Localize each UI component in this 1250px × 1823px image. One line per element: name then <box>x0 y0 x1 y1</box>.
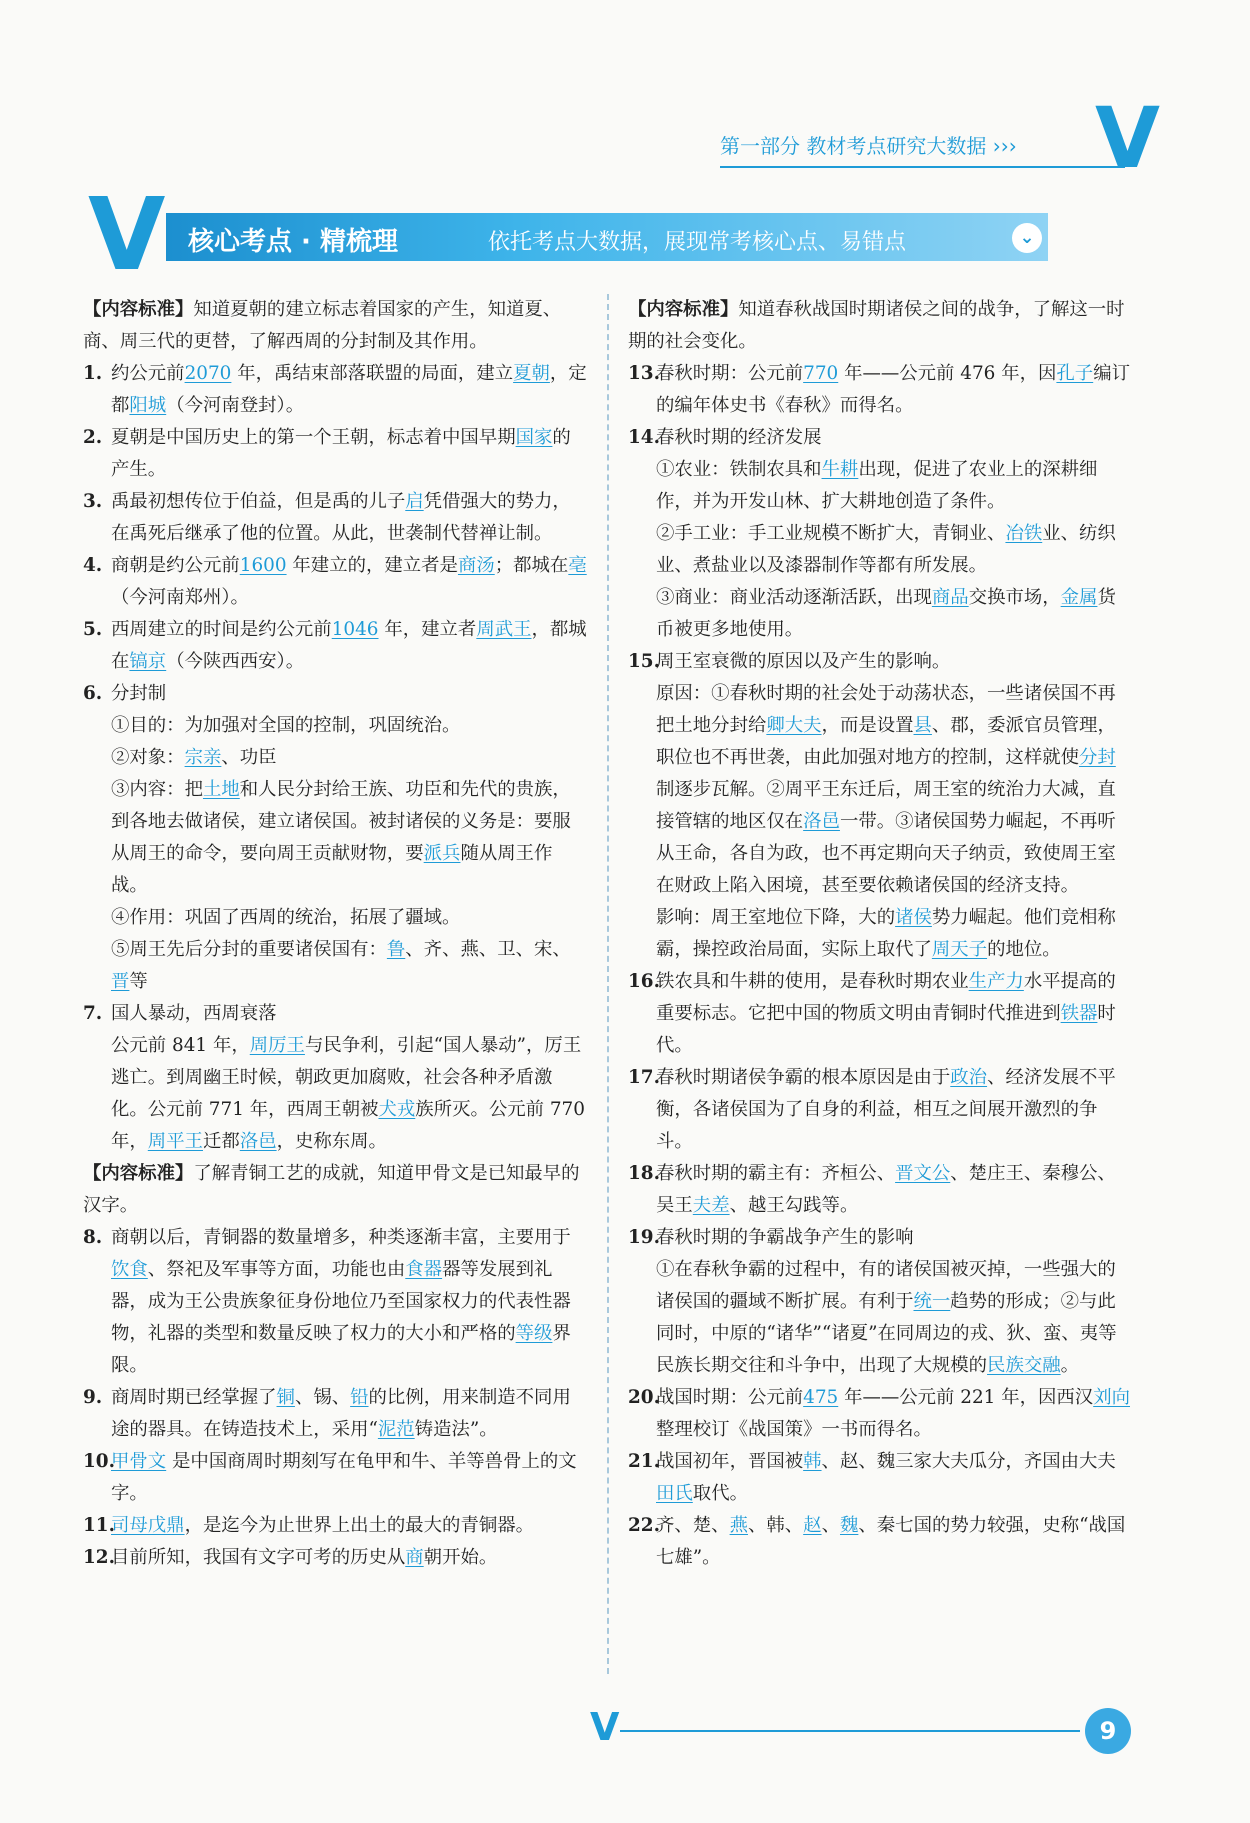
header-text: 第一部分 教材考点研究大数据 ››› <box>720 134 1017 158</box>
chevron-down-icon[interactable]: ⌄ <box>1012 223 1042 253</box>
header-logo-icon: V <box>1095 89 1161 187</box>
list-subitem: 影响：周王室地位下降，大的诸侯势力崛起。他们竞相称霸，操控政治局面，实际上取代了周天子的地位。 <box>656 907 1116 960</box>
list-item: 19. 春秋时期的争霸战争产生的影响 <box>628 1227 914 1248</box>
list-item: 21. 战国初年，晋国被韩、赵、魏三家大夫瓜分，齐国由大夫田氏取代。 <box>628 1451 1116 1504</box>
list-subitem: ②手工业：手工业规模不断扩大，青铜业、冶铁业、纺织业、煮盐业以及漆器制作等都有所发展。 <box>656 523 1116 576</box>
content-standard: 【内容标准】知道夏朝的建立标志着国家的产生，知道夏、商、周三代的更替，了解西周的分封制及其作用。 <box>83 299 562 352</box>
list-item: 5. 西周建立的时间是约公元前1046 年，建立者周武王，都城在镐京（今陕西西安）。 <box>83 619 587 672</box>
banner-logo-icon: V <box>88 176 166 293</box>
list-item: 3. 禹最初想传位于伯益，但是禹的儿子启凭借强大的势力，在禹死后继承了他的位置。从此，世袭制代替禅让制。 <box>83 491 571 544</box>
page-number: 9 <box>1085 1708 1131 1754</box>
list-subitem: ①农业：铁制农具和牛耕出现，促进了农业上的深耕细作，并为开发山林、扩大耕地创造了条件。 <box>656 459 1098 512</box>
list-item: 12. 目前所知，我国有文字可考的历史从商朝开始。 <box>83 1547 498 1568</box>
banner-title: 核心考点 · 精梳理 <box>188 227 398 257</box>
banner-subtitle: 依托考点大数据，展现常考核心点、易错点 <box>488 230 907 255</box>
list-item: 11. 司母戊鼎，是迄今为止世界上出土的最大的青铜器。 <box>83 1515 535 1536</box>
list-item: 18. 春秋时期的霸主有：齐桓公、晋文公、楚庄王、秦穆公、吴王夫差、越王勾践等。 <box>628 1163 1116 1216</box>
list-item: 8. 商朝以后，青铜器的数量增多，种类逐渐丰富，主要用于饮食、祭祀及军事等方面，功能也由食器器等发展到礼器，成为王公贵族象征身份地位乃至国家权力的代表性器物，礼器的类型和数量反映了权力的大小和严格的等级界限。 <box>83 1227 571 1376</box>
section-banner <box>88 176 1058 293</box>
list-item: 4. 商朝是约公元前1600 年建立的，建立者是商汤；都城在亳（今河南郑州）。 <box>83 555 587 608</box>
list-subitem: ③内容：把土地和人民分封给王族、功臣和先代的贵族，到各地去做诸侯，建立诸侯国。被封诸侯的义务是：要服从周王的命令，要向周王贡献财物，要派兵随从周王作战。 <box>111 779 571 896</box>
footer-rule <box>620 1730 1080 1732</box>
list-item: 14. 春秋时期的经济发展 <box>628 427 822 448</box>
list-item: 2. 夏朝是中国历史上的第一个王朝，标志着中国早期国家的产生。 <box>83 427 571 480</box>
footer-logo-icon: V <box>590 1705 620 1749</box>
list-item: 7. 国人暴动，西周衰落 <box>83 1003 277 1024</box>
list-subitem: ②对象：宗亲、功臣 <box>111 747 277 768</box>
list-subitem: ③商业：商业活动逐渐活跃，出现商品交换市场，金属货币被更多地使用。 <box>656 587 1116 640</box>
list-subitem: ⑤周王先后分封的重要诸侯国有：鲁、齐、燕、卫、宋、晋等 <box>111 939 571 992</box>
list-item: 17. 春秋时期诸侯争霸的根本原因是由于政治、经济发展不平衡，各诸侯国为了自身的利益，相互之间展开激烈的争斗。 <box>628 1067 1116 1152</box>
right-column <box>628 294 1133 1574</box>
list-item: 16. 铁农具和牛耕的使用，是春秋时期农业生产力水平提高的重要标志。它把中国的物质文明由青铜时代推进到铁器时代。 <box>628 971 1116 1056</box>
content-standard: 【内容标准】了解青铜工艺的成就，知道甲骨文是已知最早的汉字。 <box>83 1163 580 1216</box>
page-header <box>720 89 1161 187</box>
list-item: 6. 分封制 <box>83 683 167 704</box>
list-subitem: 原因：①春秋时期的社会处于动荡状态，一些诸侯国不再把土地分封给卿大夫，而是设置县、郡，委派官员管理，职位也不再世袭，由此加强对地方的控制，这样就使分封制逐步瓦解。②周平王东迁后，周王室的统治力大减，直接管辖的地区仅在洛邑一带。③诸侯国势力崛起，不再听从王命，各自为政，也不再定期向天子纳贡，致使周王室在财政上陷入困境，甚至要依赖诸侯国的经济支持。 <box>656 683 1116 896</box>
list-item: 22. 齐、楚、燕、韩、赵、魏、秦七国的势力较强，史称“战国七雄”。 <box>628 1515 1126 1568</box>
content-standard: 【内容标准】知道春秋战国时期诸侯之间的战争，了解这一时期的社会变化。 <box>628 299 1125 352</box>
list-item: 1. 约公元前2070 年，禹结束部落联盟的局面，建立夏朝，定都阳城（今河南登封）。 <box>83 363 587 416</box>
list-item: 20. 战国时期：公元前475 年——公元前 221 年，因西汉刘向整理校订《战国策》一书而得名。 <box>628 1387 1130 1440</box>
column-divider <box>607 294 609 1674</box>
list-subitem: 公元前 841 年，周厉王与民争利，引起“国人暴动”，厉王逃亡。到周幽王时候，朝政更加腐败，社会各种矛盾激化。公元前 771 年，西周王朝被犬戎族所灭。公元前 770 年，周平王迁都洛邑，史称东周。 <box>111 1035 585 1152</box>
left-column <box>83 294 588 1574</box>
header-rule <box>720 166 1125 168</box>
list-subitem: ①目的：为加强对全国的控制，巩固统治。 <box>111 715 461 736</box>
list-item: 15. 周王室衰微的原因以及产生的影响。 <box>628 651 951 672</box>
list-subitem: ④作用：巩固了西周的统治，拓展了疆域。 <box>111 907 461 928</box>
list-item: 9. 商周时期已经掌握了铜、锡、铅的比例，用来制造不同用途的器具。在铸造技术上，采用“泥范铸造法”。 <box>83 1387 571 1440</box>
list-item: 10. 甲骨文 是中国商周时期刻写在龟甲和牛、羊等兽骨上的文字。 <box>83 1451 577 1504</box>
list-subitem: ①在春秋争霸的过程中，有的诸侯国被灭掉，一些强大的诸侯国的疆域不断扩展。有利于统一趋势的形成；②与此同时，中原的“诸华”“诸夏”在同周边的戎、狄、蛮、夷等民族长期交往和斗争中，出现了大规模的民族交融。 <box>656 1259 1117 1376</box>
list-item: 13. 春秋时期：公元前770 年——公元前 476 年，因孔子编订的编年体史书《春秋》而得名。 <box>628 363 1130 416</box>
